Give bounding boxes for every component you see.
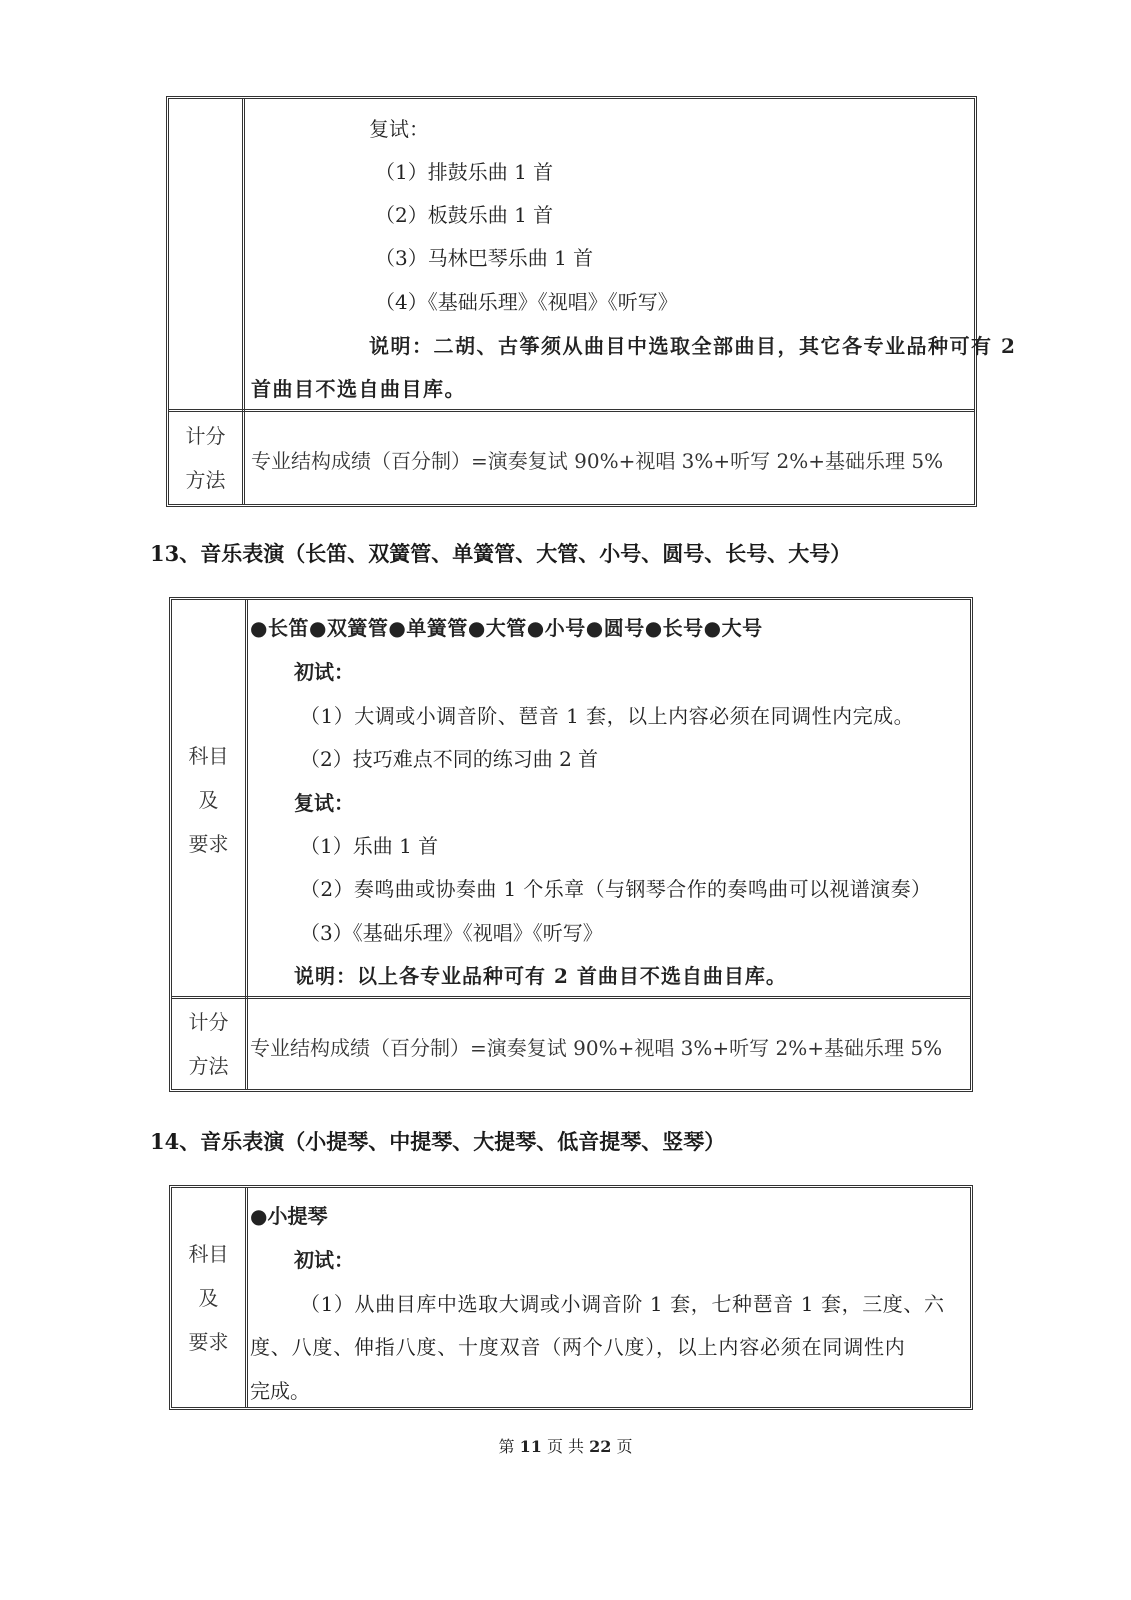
- score-label-line-2: 方法: [188, 1054, 229, 1078]
- retest-item-1: （1）乐曲 1 首: [300, 834, 439, 858]
- prelim-heading: 初试：: [294, 660, 354, 684]
- current-page-number: 11: [519, 1437, 542, 1456]
- footer-middle: 页 共: [546, 1437, 585, 1456]
- requirements-content-cell: [248, 1188, 970, 1407]
- score-label-cell: [172, 999, 248, 1089]
- prelim-item-1-line-3: 完成。: [250, 1379, 310, 1403]
- section-14-heading: 14、音乐表演（小提琴、中提琴、大提琴、低音提琴、竖琴）: [150, 1129, 726, 1154]
- note: 说明：以上各专业品种可有 2 首曲目不选自曲目库。: [294, 964, 787, 988]
- score-formula: 专业结构成绩（百分制）=演奏复试 90%+视唱 3%+听写 2%+基础乐理 5%: [250, 1036, 943, 1060]
- table-winds: [169, 597, 973, 1092]
- requirements-label-cell: [169, 99, 245, 412]
- prelim-heading: 初试：: [294, 1248, 354, 1272]
- requirements-row: [172, 1188, 970, 1407]
- score-row: [172, 999, 970, 1089]
- score-formula: 专业结构成绩（百分制）=演奏复试 90%+视唱 3%+听写 2%+基础乐理 5%: [251, 449, 944, 473]
- score-content-cell: [248, 999, 970, 1089]
- subject-label-line-2: 及: [198, 1285, 219, 1310]
- retest-heading: 复试：: [294, 791, 354, 815]
- footer-prefix: 第: [498, 1437, 515, 1456]
- requirements-row: [172, 600, 970, 999]
- note-line-2: 首曲目不选自曲目库。: [251, 377, 466, 401]
- score-label-line-1: 计分: [185, 424, 226, 448]
- subject-label-line-1: 科目: [188, 743, 229, 768]
- prelim-item-2: （2）技巧难点不同的练习曲 2 首: [300, 747, 599, 771]
- note-line-1: 说明：二胡、古筝须从曲目中选取全部曲目，其它各专业品种可有 2: [369, 334, 1017, 358]
- subject-label-cell: [172, 600, 248, 999]
- subject-label-line-1: 科目: [188, 1241, 229, 1266]
- retest-item-3: （3）《基础乐理》《视唱》《听写》: [300, 921, 603, 945]
- section-13-heading: 13、音乐表演（长笛、双簧管、单簧管、大管、小号、圆号、长号、大号）: [150, 541, 852, 566]
- retest-item-2: （2）奏鸣曲或协奏曲 1 个乐章（与钢琴合作的奏鸣曲可以视谱演奏）: [300, 877, 932, 901]
- subject-label-line-3: 要求: [188, 1329, 229, 1354]
- table-strings: [169, 1185, 973, 1410]
- score-row: [169, 412, 974, 504]
- requirements-content-cell: [245, 99, 1017, 412]
- page-footer: [0, 1434, 1131, 1457]
- prelim-item-1-line-2: 度、八度、伸指八度、十度双音（两个八度），以上内容必须在同调性内: [250, 1335, 906, 1359]
- subject-label-line-3: 要求: [188, 831, 229, 856]
- table-percussion-continued: [166, 96, 1017, 507]
- subject-label-line-2: 及: [198, 787, 219, 812]
- total-page-count: 22: [589, 1437, 612, 1456]
- retest-heading: 复试：: [369, 117, 429, 141]
- prelim-item-1-line-1: （1）从曲目库中选取大调或小调音阶 1 套，七种琶音 1 套，三度、六: [300, 1292, 945, 1316]
- score-label-line-1: 计分: [188, 1010, 229, 1034]
- retest-item-1: （1）排鼓乐曲 1 首: [375, 160, 554, 184]
- score-label-cell: [169, 412, 245, 504]
- requirements-content-cell: [248, 600, 970, 999]
- prelim-item-1: （1）大调或小调音阶、琶音 1 套，以上内容必须在同调性内完成。: [300, 704, 915, 728]
- score-content-cell: [245, 412, 974, 504]
- footer-suffix: 页: [616, 1437, 633, 1456]
- retest-item-4: （4）《基础乐理》《视唱》《听写》: [375, 290, 678, 314]
- score-label-line-2: 方法: [185, 468, 226, 492]
- retest-item-2: （2）板鼓乐曲 1 首: [375, 203, 554, 227]
- instrument: ●小提琴: [250, 1204, 328, 1228]
- retest-item-3: （3）马林巴琴乐曲 1 首: [375, 246, 594, 270]
- requirements-row: [169, 99, 1017, 412]
- subject-label-cell: [172, 1188, 248, 1407]
- instrument-list: ●长笛●双簧管●单簧管●大管●小号●圆号●长号●大号: [250, 616, 763, 640]
